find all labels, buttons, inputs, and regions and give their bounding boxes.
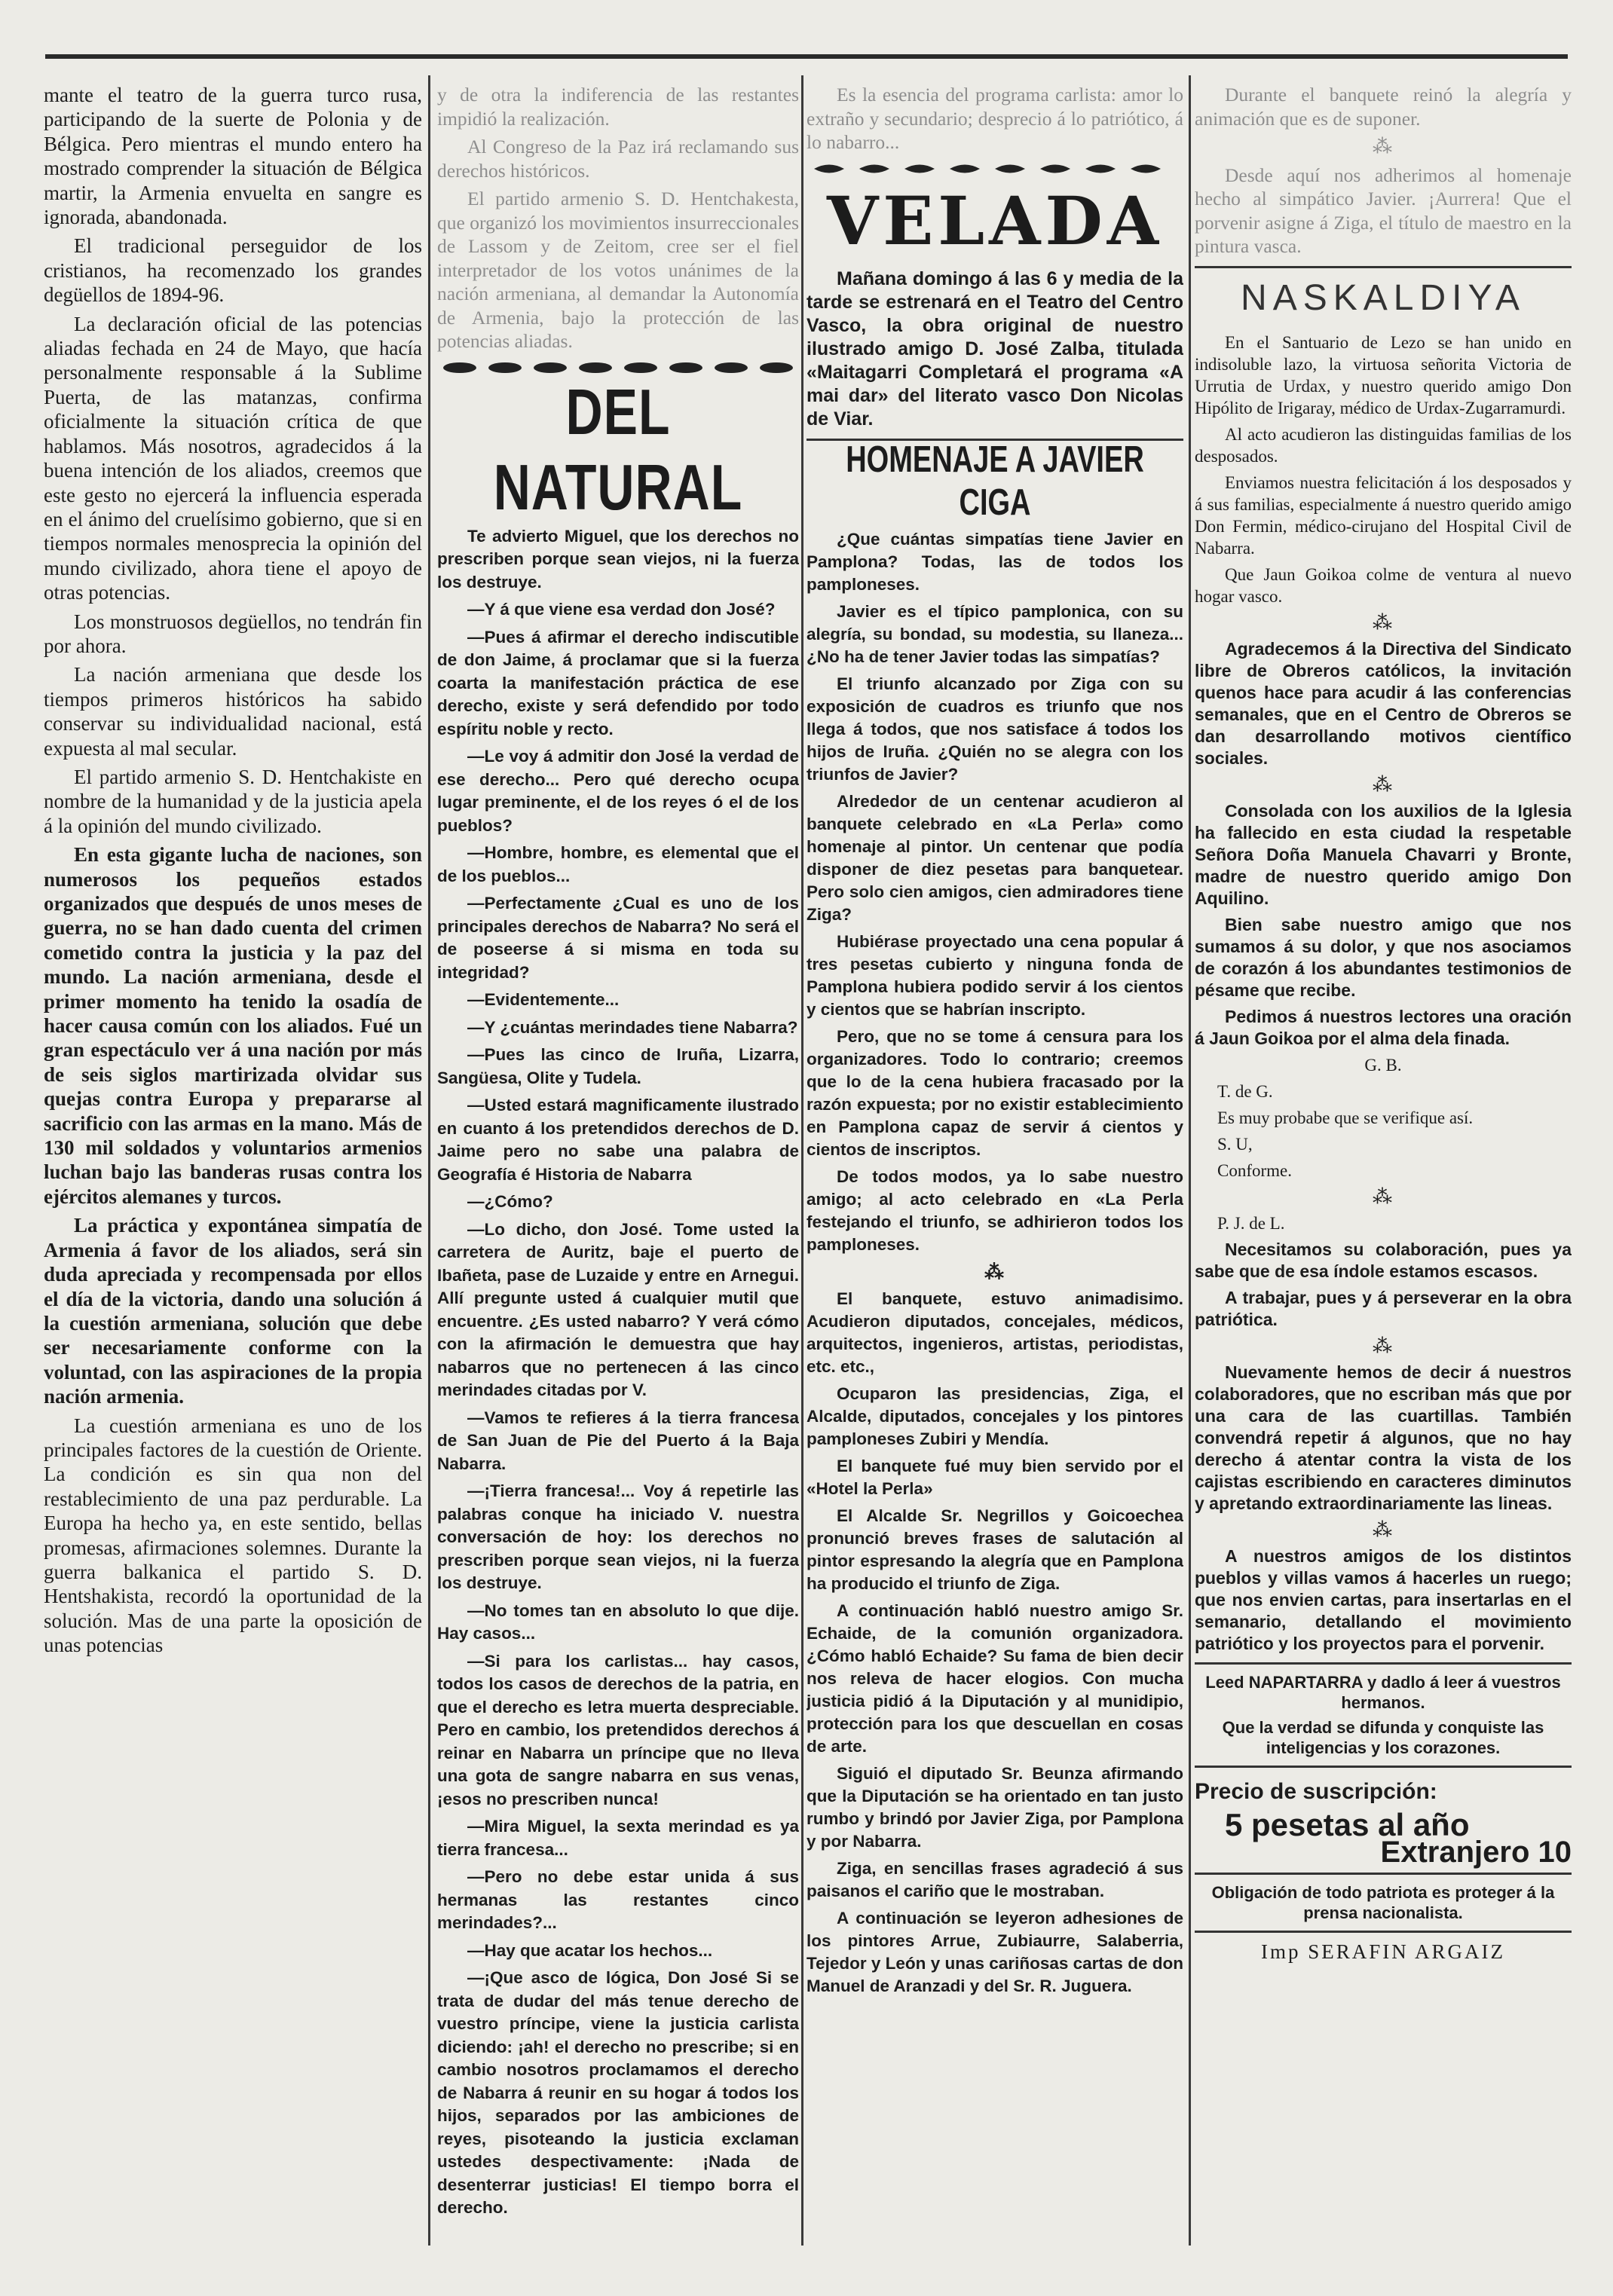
ornament-divider xyxy=(806,161,1183,177)
colaboracion-paragraph: A trabajar, pues y á perseverar en la obra patriótica. xyxy=(1195,1287,1572,1329)
banquete-paragraph: El Alcalde Sr. Negrillos y Goicoechea pronunció breves frases de salutación al pintor espresando la alegría que en Pamplona ha producido el triunfo de Ziga. xyxy=(806,1506,1183,1593)
armenia-paragraph: La nación armeniana que desde los tiempos primeros históricos ha sabido conservar su individualidad nacional, está expuesta al mal secular. xyxy=(44,663,422,760)
armenia-paragraph: mante el teatro de la guerra turco rusa, participando de la suerte de Polonia y de Bélgica. Pero mientras el mundo entero ha mostrado comprender la situación de Bélgica martir, la Armenia envuelta en sangre es ignorada, abandonada. xyxy=(44,84,422,229)
asterism: ⁂ xyxy=(1373,1185,1394,1208)
column-del-natural xyxy=(437,83,799,2261)
column-rule-2 xyxy=(801,75,803,2246)
homenaje-paragraph: ¿Que cuántas simpatías tiene Javier en Pamplona? Todas, las de todos los pamploneses. xyxy=(806,529,1183,594)
homenaje-paragraph: Alrededor de un centenar acudieron al banquete celebrado en «La Perla» como homenaje al pintor. Un centenar que podía disponer de diez pesetas para banquetear. Pero solo cien amigos, cien admiradores tiene Ziga? xyxy=(806,791,1183,924)
faded-paragraph: Desde aquí nos adherimos al homenaje hecho al simpático Javier. ¡Aurrera! Que el porvenir asigne á Ziga, el título de maestro en la pintura vasca. xyxy=(1195,164,1572,257)
dialog-line: —No tomes tan en absoluto lo que dije. Hay casos... xyxy=(437,1600,799,1643)
velada-announcement: Mañana domingo á las 6 y media de la tarde se estrenará en el Teatro del Centro Vasco, la obra original de nuestro ilustrado amigo D. José Zalba, titulada «Maitagarri Completará el programa «A mai dar» del literato vasco Don Nicolas de Viar. xyxy=(806,268,1183,430)
banquete-paragraph: A continuación se leyeron adhesiones de los pintores Arrue, Zubiaurre, Salaberria, Tejedor y León y unas cariñosas cartas de don Manuel de Aranzadi y del Sr. R. Juguera. xyxy=(806,1908,1183,1995)
naskaldiya-paragraph: En el Santuario de Lezo se han unido en indisoluble lazo, la virtuosa señorita Victoria de Urrutia de Urdax, y nuestro querido amigo Don Hipólito de Irigaray, médico de Urdax-Zugarramurdi. xyxy=(1195,332,1572,417)
armenia-paragraph: La declaración oficial de las potencias aliadas fechada en 24 de Mayo, que hacía personalmente responsable á la Sublime Puerta, de las matanzas, confirma oficialmente la situación crítica de que hablamos. Más nosotros, agradecidos á la buena intención de los aliados, creemos que este gesto no ejercerá la influencia esperada en el ánimo del cruelísimo gobierno, que si en tiempos normales menosprecia la opinión del mundo civilizado, ahora tiene el apoyo de otras potencias. xyxy=(44,312,422,604)
faded-paragraph: Durante el banquete reinó la alegría y animación que es de suponer. xyxy=(1195,84,1572,130)
asterism: ⁂ xyxy=(1373,773,1394,796)
banquete-paragraph: El banquete fué muy bien servido por el «Hotel la Perla» xyxy=(806,1456,1183,1498)
divider-rule xyxy=(1195,1931,1572,1933)
signature-gb: G. B. xyxy=(1364,1055,1402,1075)
divider-rule xyxy=(1195,266,1572,268)
dialog-line: —Hombre, hombre, es elemental que el de los pueblos... xyxy=(437,843,799,885)
dialog-line: —Pues á afirmar el derecho indiscutible de don Jaime, á proclamar que si la fuerza coarta la manifestación práctica de ese derecho, existe y será defendido por todo espíritu noble y recto. xyxy=(437,627,799,738)
imprenta-line: Imp SERAFIN ARGAIZ xyxy=(1260,1940,1505,1963)
dialog-line: —Si para los carlistas... hay casos, todos los casos de derechos de la patria, en que el derecho es letra muerta despreciable. Pero en cambio, los pretendidos derechos á reinar en Nabarra un príncipe que no lleva una gota de sangre nabarra en sus venas, ¡esos no prescriben nunca! xyxy=(437,1651,799,1808)
es-muy-line: Es muy probabe que se verifique así. xyxy=(1217,1108,1474,1127)
del-natural-title: DEL NATURAL xyxy=(493,376,743,523)
dialog-line: —¿Cómo? xyxy=(467,1192,553,1211)
obituary-paragraph: Consolada con los auxilios de la Iglesia ha fallecido en esta ciudad la respetable Señora Doña Manuela Chavarri y Bronte, madre de nuestro querido amigo Don Aquilino. xyxy=(1195,800,1572,908)
homenaje-paragraph: Javier es el típico pamplonica, con su alegría, su bondad, su modestia, su llaneza... ¿No ha de tener Javier todas las simpatías? xyxy=(806,601,1183,666)
extranjero-price: Extranjero 10 xyxy=(1380,1836,1572,1869)
armenia-paragraph: El tradicional perseguidor de los cristianos, ha recomenzado los grandes degüellos de 1894-96. xyxy=(44,234,422,307)
dialog-line: —Evidentemente... xyxy=(467,990,620,1009)
column-rule-1 xyxy=(428,75,430,2246)
dialog-line: —Hay que acatar los hechos... xyxy=(467,1940,713,1960)
dialog-line: —Pero no debe estar unida á sus hermanas las restantes cinco merindades?... xyxy=(437,1867,799,1932)
signature-su: S. U, xyxy=(1217,1134,1253,1154)
armenia-paragraph: La cuestión armeniana es uno de los principales factores de la cuestión de Oriente. La condición es sin qua non del restablecimiento de una paz perdurable. La Europa ha hecho ya, en este sentido, bellas promesas, afirmaciones solemnes. Durante la guerra balkanica el partido S. D. Hentshakista, recordó la oportunidad de la solución. Mas de una parte la oposición de unas potencias xyxy=(44,1414,422,1657)
naskaldiya-paragraph: Que Jaun Goikoa colme de ventura al nuevo hogar vasco. xyxy=(1195,564,1572,606)
verdad-notice: Que la verdad se difunda y conquiste las inteligencias y los corazones. xyxy=(1222,1717,1544,1757)
dialog-line: —Y á que viene esa verdad don José? xyxy=(467,600,776,619)
asterism: ⁂ xyxy=(984,1260,1005,1283)
dialog-line: —Y ¿cuántas merindades tiene Nabarra? xyxy=(467,1017,798,1037)
homenaje-block xyxy=(806,528,1183,1998)
naskaldiya-title: NASKALDIYA xyxy=(1241,277,1526,318)
colaboracion-paragraph: Necesitamos su colaboración, pues ya sabe que de esa índole estamos escasos. xyxy=(1195,1239,1572,1281)
naskaldiya-paragraph: Al acto acudieron las distinguidas familias de los desposados. xyxy=(1195,424,1572,466)
obituary-paragraph: Bien sabe nuestro amigo que nos sumamos á su dolor, y que nos asociamos de corazón á los abundantes testimonios de pésame que recibe. xyxy=(1195,914,1572,1000)
armenian-party-paragraph: El partido armenio S. D. Hentchakesta, que organizó los movimientos insurreccionales de Lassom y de Zeitom, cree ser el fiel interpretador de los votos unánimes de la nación armeniana, al demandar la Autonomía de Armenia, bajo la protección de las potencias aliadas. xyxy=(437,188,799,352)
leed-notice: Leed NAPARTARRA y dadlo á leer á vuestros hermanos. xyxy=(1205,1672,1561,1712)
sindicato-paragraph: Agradecemos á la Directiva del Sindicato libre de Obreros católicos, la invitación quenos hace para acudir á las conferencias semanales, que en el Centro de Obreros se dan desarrollando motivos científico sociales. xyxy=(1195,638,1572,768)
precio-label: Precio de suscripción: xyxy=(1195,1778,1437,1804)
ornament-divider xyxy=(437,359,799,376)
asterism: ⁂ xyxy=(1373,1518,1394,1541)
signature-pj: P. J. de L. xyxy=(1217,1213,1285,1233)
banquete-paragraph: Ocuparon las presidencias, Ziga, el Alcalde, diputados, concejales y los pintores pamploneses Zubiri y Mendía. xyxy=(806,1383,1183,1448)
signature-tdeg: T. de G. xyxy=(1217,1081,1273,1101)
faded-paragraph: Al Congreso de la Paz irá reclamando sus derechos históricos. xyxy=(437,136,799,182)
column-armenia-article xyxy=(44,83,422,2261)
column-rule-3 xyxy=(1189,75,1191,2246)
homenaje-title: HOMENAJE A JAVIER CIGA xyxy=(846,439,1144,524)
asterism: ⁂ xyxy=(1373,1334,1394,1357)
faded-paragraph: y de otra la indiferencia de las restantes impidió la realización. xyxy=(437,84,799,130)
dialog-line: —Vamos te refieres á la tierra francesa de San Juan de Pie del Puerto á la Baja Nabarra. xyxy=(437,1408,799,1473)
top-rule xyxy=(45,54,1568,59)
column-naskaldiya xyxy=(1195,83,1572,2261)
homenaje-paragraph: Pero, que no se tome á censura para los organizadores. Todo lo contrario; creemos que lo de la cena hubiera fracasado por la razón expuesta; por no existir establecimiento en Pamplona capaz de servir á cientos y cientos de inscriptos. xyxy=(806,1026,1183,1159)
banquete-paragraph: El banquete, estuvo animadisimo. Acudieron diputados, concejales, médicos, arquitectos, ingenieros, artistas, periodistas, etc. etc., xyxy=(806,1289,1183,1376)
column-velada-homenaje xyxy=(806,83,1183,2261)
homenaje-paragraph: De todos modos, ya lo sabe nuestro amigo; al acto celebrado en «La Perla festejando el triunfo, se adhirieron todos los pamploneses. xyxy=(806,1166,1183,1254)
divider-rule xyxy=(1195,1873,1572,1875)
dialog-line: —¡Que asco de lógica, Don José Si se trata de dudar del más tenue derecho de vuestro príncipe, viene la justicia carlista diciendo: ¡ah! el derecho no prescribe; si en cambio nosotros proclamamos el derecho de Nabarra á reunir en su hogar á todos los hijos, separados por las ambiciones de reyes, pisoteando la justicia exclaman ustedes despectivamente: ¡Nada de desenterrar justicias! El tiempo borra el derecho. xyxy=(437,1968,799,2217)
obligacion-notice: Obligación de todo patriota es proteger á la prensa nacionalista. xyxy=(1211,1882,1555,1922)
armenia-paragraph: La práctica y expontánea simpatía de Armenia á favor de los aliados, será sin duda apreciada y recompensada por ellos el día de la victoria, dando una solución á la cuestión armeniana, solución que debe ser necesariamente conforme con la voluntad, con las aspiraciones de la propia nación armenia. xyxy=(44,1214,422,1408)
faded-paragraph: Es la esencia del programa carlista: amor lo extraño y secundario; desprecio á lo patriótico, á lo nabarro... xyxy=(806,84,1183,153)
asterism: ⁂ xyxy=(1373,136,1394,157)
dialog-line: Te advierto Miguel, que los derechos no prescriben porque sean viejos, ni la fuerza los destruye. xyxy=(437,526,799,592)
dialog-line: —Usted estará magnificamente ilustrado en cuanto á los pretendidos derechos de D. Jaime pero no sabe una palabra de Geografía é Historia de Nabarra xyxy=(437,1096,799,1184)
obituary-paragraph: Pedimos á nuestros lectores una oración á Jaun Goikoa por el alma dela finada. xyxy=(1195,1006,1572,1048)
naskaldiya-paragraph: Enviamos nuestra felicitación á los desposados y á sus familias, especialmente á nuestro querido amigo Don Fermin, médico-cirujano del Hospital Civil de Nabarra. xyxy=(1195,472,1572,558)
homenaje-paragraph: Hubiérase proyectado una cena popular á tres pesetas cubierto y ninguna fonda de Pamplona hubiera podido servir á los cientos y cientos que se habrían inscripto. xyxy=(806,931,1183,1019)
dialog-line: —Lo dicho, don José. Tome usted la carretera de Auritz, baje el puerto de Ibañeta, pase de Luzaide y entre en Arnegui. Allí pregunte usted á cualquier mutil que encuentre. ¿Es usted nabarro? Y verá cómo con la afirmación le demuestra que hay nabarros que no pertenecen á las cinco merindades citadas por V. xyxy=(437,1219,799,1399)
dialog-block xyxy=(437,525,799,2220)
divider-rule xyxy=(1195,1662,1572,1665)
armenia-paragraph: Los monstruosos degüellos, no tendrán fin por ahora. xyxy=(44,610,422,657)
dialog-line: —Pues las cinco de Iruña, Lizarra, Sangüesa, Olite y Tudela. xyxy=(437,1045,799,1087)
conforme-line: Conforme. xyxy=(1217,1160,1293,1180)
banquete-paragraph: Siguió el diputado Sr. Beunza afirmando que la Diputación se ha orientado en tan justo rumbo y brindó por Javier Ziga, por Pamplona y por Nabarra. xyxy=(806,1763,1183,1851)
homenaje-paragraph: El triunfo alcanzado por Ziga con su exposición de cuadros es triunfo que nos llega á todos, que nos satisface á todos los hijos de Iruña. ¿Quién no se alegra con los triunfos de Javier? xyxy=(806,674,1183,784)
dialog-line: —¡Tierra francesa!... Voy á repetirle las palabras conque ha iniciado V. nuestra conversación de hoy: los derechos no prescriben porque sean viejos, ni la fuerza los destruye. xyxy=(437,1481,799,1592)
armenia-paragraph: El partido armenio S. D. Hentchakiste en nombre de la humanidad y de la justicia apela á la opinión del mundo civilizado. xyxy=(44,765,422,837)
amigos-paragraph: A nuestros amigos de los distintos pueblos y villas vamos á hacerles un ruego; que nos envien cartas, para insertarlas en el semanario, detallando el movimiento patriótico y los proyectos para el porvenir. xyxy=(1195,1545,1572,1653)
armenia-paragraph: En esta gigante lucha de naciones, son numerosos los pequeños estados organizados que después de unos meses de guerra, no se han dado cuenta del crimen cometido contra la justicia y la paz del mundo. La nación armeniana, desde el primer momento ha tenido la osadía de hacer causa común con los aliados. Fué un gran espectáculo ver á una nación por más de seis siglos martirizada olvidar sus quejas contra Europa y prepararse al sacrificio con las armas en la mano. Más de 130 mil soldados y voluntarios armenios luchan bajo las banderas rusas contra los ejércitos alemanes y turcos. xyxy=(44,843,422,1208)
naskaldiya-block xyxy=(1195,332,1572,1655)
precio-value: 5 pesetas al año xyxy=(1225,1806,1470,1842)
banquete-paragraph: A continuación habló nuestro amigo Sr. Echaide, de la comunión organizadora. ¿Cómo habló Echaide? Su fama de bien decir nos releva de hacer elogios. Con mucha justicia pidió á la Diputación y al munidipio, protección para los que descuellan en cosas de arte. xyxy=(806,1600,1183,1756)
dialog-line: —Mira Miguel, la sexta merindad es ya tierra francesa... xyxy=(437,1817,799,1859)
banquete-paragraph: Ziga, en sencillas frases agradeció á sus paisanos el cariño que le mostraban. xyxy=(806,1858,1183,1900)
dialog-line: —Perfectamente ¿Cual es uno de los principales derechos de Nabarra? No será el de poseerse á si misma en toda su integridad? xyxy=(437,894,799,982)
dialog-line: —Le voy á admitir don José la verdad de ese derecho... Pero qué derecho ocupa lugar preminente, el de los reyes ó el de los pueblos? xyxy=(437,747,799,835)
divider-rule xyxy=(1195,1766,1572,1768)
asterism: ⁂ xyxy=(1373,611,1394,634)
colaboradores-paragraph: Nuevamente hemos de decir á nuestros colaboradores, que no escriban más que por una cara de las cuartillas. También convendrá repetir á algunos, que no hay derecho á atentar contra la vista de los cajistas escribiendo en caracteres diminutos y apretando extraordinariamente las lineas. xyxy=(1195,1362,1572,1513)
velada-title: VELADA xyxy=(826,181,1164,260)
